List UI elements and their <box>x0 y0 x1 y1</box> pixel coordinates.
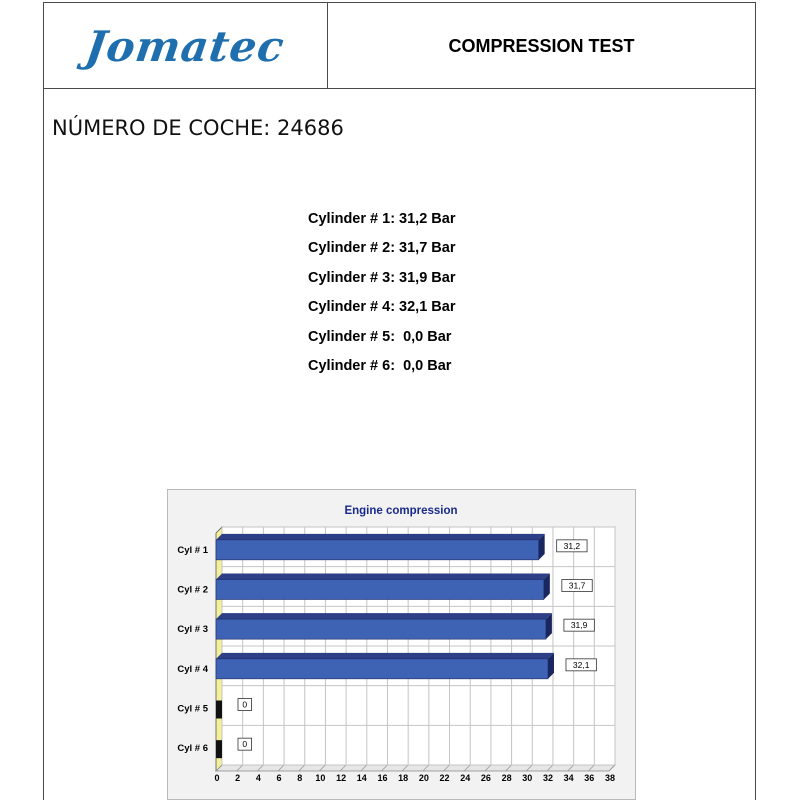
bar-top-2 <box>216 574 550 580</box>
category-label-3: Cyl # 3 <box>177 624 208 636</box>
x-tick-label-38: 38 <box>604 773 616 783</box>
chart-title: Engine compression <box>344 505 458 517</box>
x-tick-label-12: 12 <box>336 773 347 783</box>
bar-top-3 <box>216 613 552 619</box>
bar-cylinder-6 <box>216 740 222 758</box>
bar-top-1 <box>216 534 545 540</box>
x-tick-label-26: 26 <box>480 773 491 783</box>
x-tick-label-20: 20 <box>418 773 429 783</box>
x-tick-label-0: 0 <box>214 773 220 783</box>
bar-cylinder-2 <box>216 580 544 600</box>
x-tick-label-6: 6 <box>276 773 282 783</box>
x-tick-label-30: 30 <box>522 773 533 783</box>
reading-cylinder-6: Cylinder # 6: 0,0 Bar <box>308 357 452 374</box>
reading-cylinder-5: Cylinder # 5: 0,0 Bar <box>308 328 452 345</box>
category-label-1: Cyl # 1 <box>177 544 208 556</box>
axis-wall <box>216 527 222 771</box>
logo-cell <box>44 3 328 89</box>
reading-cylinder-1: Cylinder # 1: 31,2 Bar <box>308 211 456 227</box>
x-tick-label-10: 10 <box>315 773 326 783</box>
value-label-4: 32,1 <box>572 659 590 670</box>
reading-cylinder-4: Cylinder # 4: 32,1 Bar <box>308 299 456 316</box>
bar-cylinder-4 <box>216 659 548 679</box>
x-tick-label-2: 2 <box>235 773 241 783</box>
car-number: NÚMERO DE COCHE: 24686 <box>52 116 344 140</box>
value-label-3: 31,9 <box>570 620 588 631</box>
document-title: COMPRESSION TEST <box>448 35 635 56</box>
reading-cylinder-3: Cylinder # 3: 31,9 Bar <box>308 269 456 286</box>
category-label-5: Cyl # 5 <box>177 703 208 715</box>
category-label-2: Cyl # 2 <box>177 584 208 596</box>
axis-floor <box>216 765 615 771</box>
x-tick-label-22: 22 <box>439 773 450 783</box>
chart-canvas <box>168 490 635 799</box>
category-label-4: Cyl # 4 <box>177 663 208 675</box>
x-tick-label-32: 32 <box>542 773 553 783</box>
bar-cylinder-3 <box>216 619 546 639</box>
x-tick-label-8: 8 <box>297 773 303 783</box>
jomatec-logo: Jomatec <box>82 21 289 71</box>
engine-compression-chart <box>167 489 636 800</box>
x-tick-label-34: 34 <box>563 773 574 783</box>
bar-top-4 <box>216 653 554 659</box>
reading-cylinder-2: Cylinder # 2: 31,7 Bar <box>308 240 456 257</box>
x-tick-label-14: 14 <box>356 773 367 783</box>
value-label-2: 31,7 <box>568 580 586 591</box>
value-label-6: 0 <box>242 739 248 750</box>
x-tick-label-18: 18 <box>398 773 409 783</box>
report-header <box>43 2 756 88</box>
category-label-6: Cyl # 6 <box>177 743 208 755</box>
bar-cylinder-1 <box>216 540 539 560</box>
value-label-5: 0 <box>242 699 248 710</box>
bar-cylinder-5 <box>216 701 222 719</box>
x-tick-label-24: 24 <box>460 773 471 783</box>
cylinder-readings <box>308 208 456 384</box>
x-tick-label-4: 4 <box>255 773 261 783</box>
value-label-1: 31,2 <box>563 540 581 551</box>
x-tick-label-16: 16 <box>377 773 388 783</box>
x-tick-label-36: 36 <box>584 773 595 783</box>
x-tick-label-28: 28 <box>501 773 512 783</box>
